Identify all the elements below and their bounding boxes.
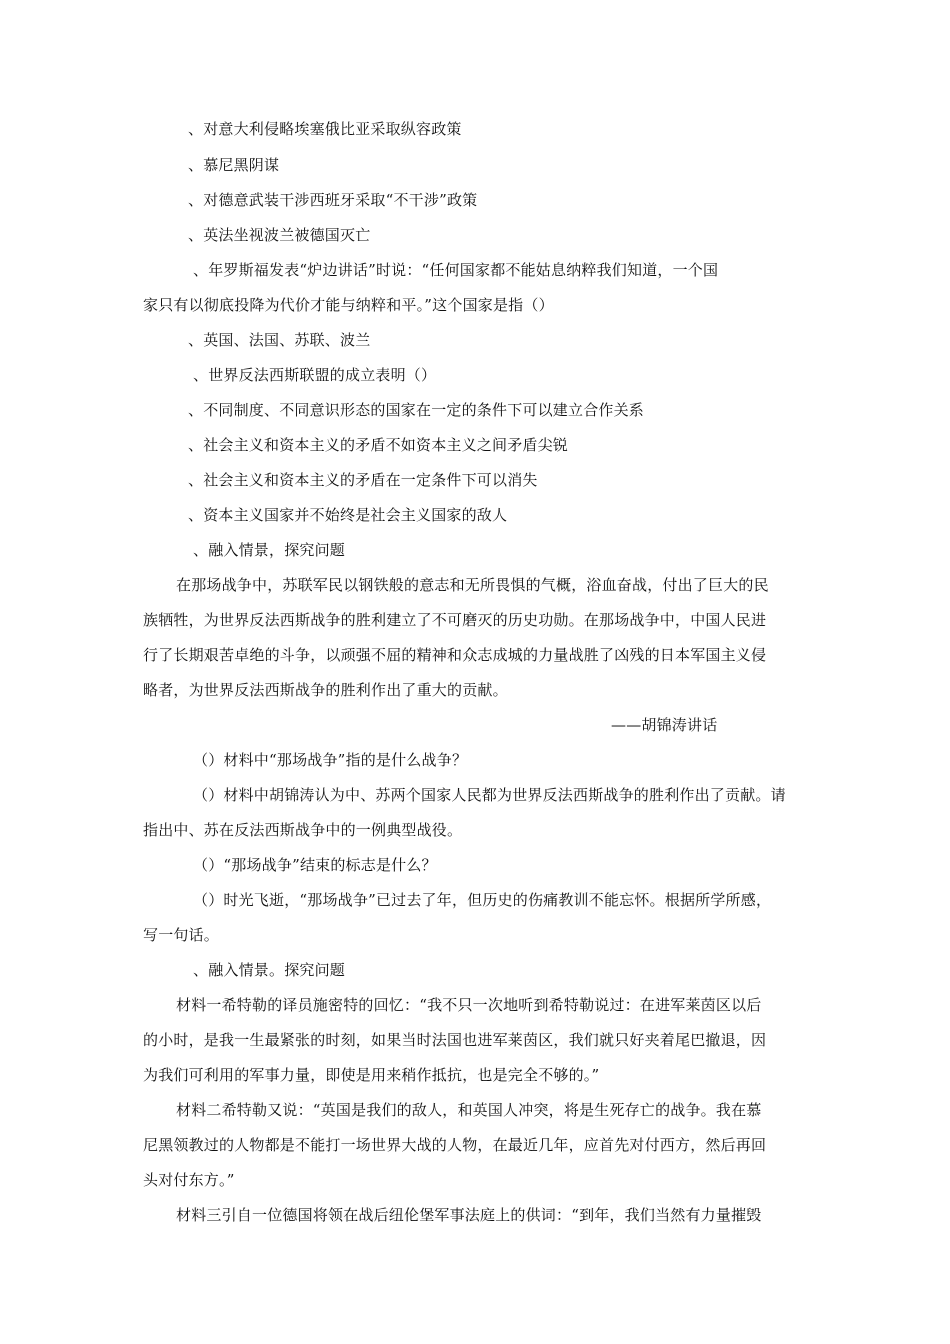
section1-attribution: ——胡锦涛讲话 — [611, 716, 718, 734]
section2-heading: 、融入情景。探究问题 — [193, 961, 346, 979]
section1-question2-line1: （）材料中胡锦涛认为中、苏两个国家人民都为世界反法西斯战争的胜利作出了贡献。请 — [193, 786, 786, 804]
material3-line1: 材料三引自一位德国将领在战后纽伦堡军事法庭上的供词：“到年，我们当然有力量摧毁 — [176, 1206, 762, 1224]
section1-question3: （）“那场战争”结束的标志是什么？ — [193, 856, 437, 874]
section1-question2-line2: 指出中、苏在反法西斯战争中的一例典型战役。 — [143, 821, 463, 839]
q1-option-c: 、对德意武装干涉西班牙采取“不干涉”政策 — [188, 191, 478, 209]
material1-line3: 为我们可利用的军事力量，即使是用来稍作抵抗，也是完全不够的。” — [143, 1066, 600, 1084]
section1-question4-line2: 写一句话。 — [143, 926, 220, 944]
section1-heading: 、融入情景，探究问题 — [193, 541, 346, 559]
q2-option: 、英国、法国、苏联、波兰 — [188, 331, 371, 349]
q3-option-c: 、社会主义和资本主义的矛盾在一定条件下可以消失 — [188, 471, 538, 489]
material1-line2: 的小时，是我一生最紧张的时刻，如果当时法国也进军莱茵区，我们就只好夹着尾巴撤退，因 — [143, 1031, 767, 1049]
section1-passage-line1: 在那场战争中，苏联军民以钢铁般的意志和无所畏惧的气概，浴血奋战，付出了巨大的民 — [176, 576, 769, 594]
q1-option-a: 、对意大利侵略埃塞俄比亚采取纵容政策 — [188, 120, 462, 138]
material2-line2: 尼黑领教过的人物都是不能打一场世界大战的人物，在最近几年，应首先对付西方，然后再回 — [143, 1136, 767, 1154]
q3-option-d: 、资本主义国家并不始终是社会主义国家的敌人 — [188, 506, 508, 524]
section1-question1: （）材料中“那场战争”指的是什么战争？ — [193, 751, 468, 769]
section1-passage-line4: 略者，为世界反法西斯战争的胜利作出了重大的贡献。 — [143, 681, 508, 699]
material1-line1: 材料一希特勒的译员施密特的回忆：“我不只一次地听到希特勒说过：在进军莱茵区以后 — [176, 996, 762, 1014]
q2-stem-line1: 、年罗斯福发表“炉边讲话”时说：“任何国家都不能姑息纳粹我们知道，一个国 — [193, 261, 719, 279]
material2-line1: 材料二希特勒又说：“英国是我们的敌人，和英国人冲突，将是生死存亡的战争。我在慕 — [176, 1101, 762, 1119]
q3-option-a: 、不同制度、不同意识形态的国家在一定的条件下可以建立合作关系 — [188, 401, 645, 419]
q2-stem-line2: 家只有以彻底投降为代价才能与纳粹和平。”这个国家是指（） — [143, 296, 554, 314]
q3-option-b: 、社会主义和资本主义的矛盾不如资本主义之间矛盾尖锐 — [188, 436, 569, 454]
q1-option-d: 、英法坐视波兰被德国灭亡 — [188, 226, 371, 244]
q3-stem: 、世界反法西斯联盟的成立表明（） — [193, 366, 437, 384]
section1-passage-line2: 族牺牲，为世界反法西斯战争的胜利建立了不可磨灭的历史功勋。在那场战争中，中国人民进 — [143, 611, 767, 629]
section1-question4-line1: （）时光飞逝，“那场战争”已过去了年，但历史的伤痛教训不能忘怀。根据所学所感， — [193, 891, 772, 909]
section1-passage-line3: 行了长期艰苦卓绝的斗争，以顽强不屈的精神和众志成城的力量战胜了凶残的日本军国主义侵 — [143, 646, 767, 664]
material2-line3: 头对付东方。” — [143, 1171, 235, 1189]
q1-option-b: 、慕尼黑阴谋 — [188, 156, 280, 174]
